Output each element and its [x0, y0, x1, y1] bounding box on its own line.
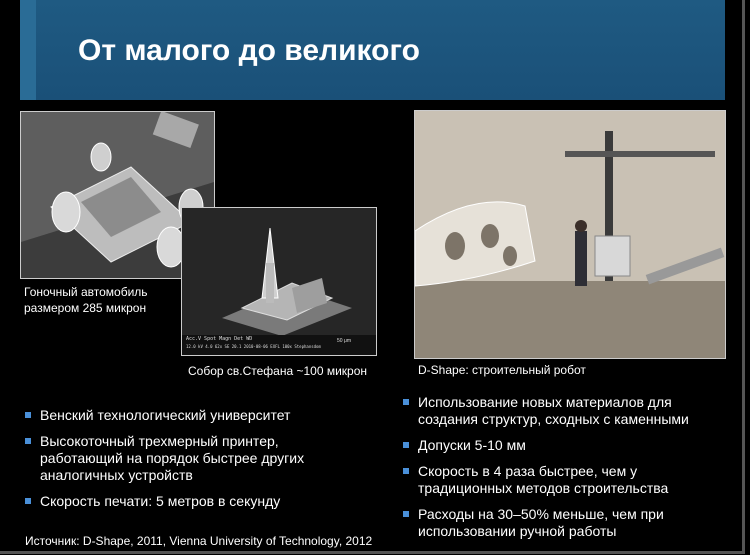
- bullet-square-icon: [25, 412, 31, 418]
- bullet-text: Использование новых материалов для создания структур, сходных с каменными: [418, 394, 689, 427]
- dshape-caption: D-Shape: строительный робот: [418, 363, 586, 377]
- bullet-square-icon: [403, 468, 409, 474]
- title-accent-stripe: [20, 0, 36, 100]
- sem-scale-bar: 50 μm: [337, 338, 351, 344]
- dshape-robot-illustration: [415, 111, 725, 358]
- cathedral-illustration: [182, 208, 376, 355]
- right-bullet-item: [402, 394, 717, 428]
- bullet-square-icon: [403, 511, 409, 517]
- cathedral-image: [181, 207, 377, 356]
- source-footnote: Источник: D-Shape, 2011, Vienna University of Technology, 2012: [25, 534, 373, 548]
- sem-info-line2: 12.0 kV 4.0 62x SE 20.1 2010-08-06 EXFL 100x Stephansdom: [186, 344, 321, 349]
- right-bullet-list: [402, 394, 717, 549]
- cathedral-caption: Собор св.Стефана ~100 микрон: [188, 364, 368, 378]
- right-bullet-item: [402, 463, 717, 497]
- bullet-text: Расходы на 30–50% меньше, чем при использовании ручной работы: [418, 506, 664, 539]
- bullet-square-icon: [25, 438, 31, 444]
- bullet-text: Скорость в 4 раза быстрее, чем у традиционных методов строительства: [418, 463, 669, 496]
- bullet-square-icon: [403, 399, 409, 405]
- slide-title: От малого до великого: [78, 34, 420, 67]
- bullet-text: Высокоточный трехмерный принтер, работающий на порядок быстрее других аналогичных устройств: [40, 433, 305, 483]
- bullet-square-icon: [25, 498, 31, 504]
- sem-info-line1: Acc.V Spot Magn Det WD: [186, 336, 253, 342]
- race-car-caption-line2: размером 285 микрон: [24, 301, 147, 315]
- right-bullet-item: [402, 437, 717, 454]
- dshape-robot-photo: [414, 110, 726, 359]
- right-bullet-item: [402, 506, 717, 540]
- race-car-caption-line1: Гоночный автомобиль: [24, 285, 148, 299]
- bullet-text: Венский технологический университет: [40, 407, 291, 423]
- left-bullet-item: [24, 407, 364, 424]
- left-bullet-item: [24, 493, 364, 510]
- left-bullet-list: [24, 407, 364, 519]
- title-bar: [20, 0, 725, 100]
- bullet-text: Скорость печати: 5 метров в секунду: [40, 493, 281, 509]
- left-bullet-item: [24, 433, 340, 484]
- bullet-square-icon: [403, 442, 409, 448]
- bullet-text: Допуски 5-10 мм: [418, 437, 526, 453]
